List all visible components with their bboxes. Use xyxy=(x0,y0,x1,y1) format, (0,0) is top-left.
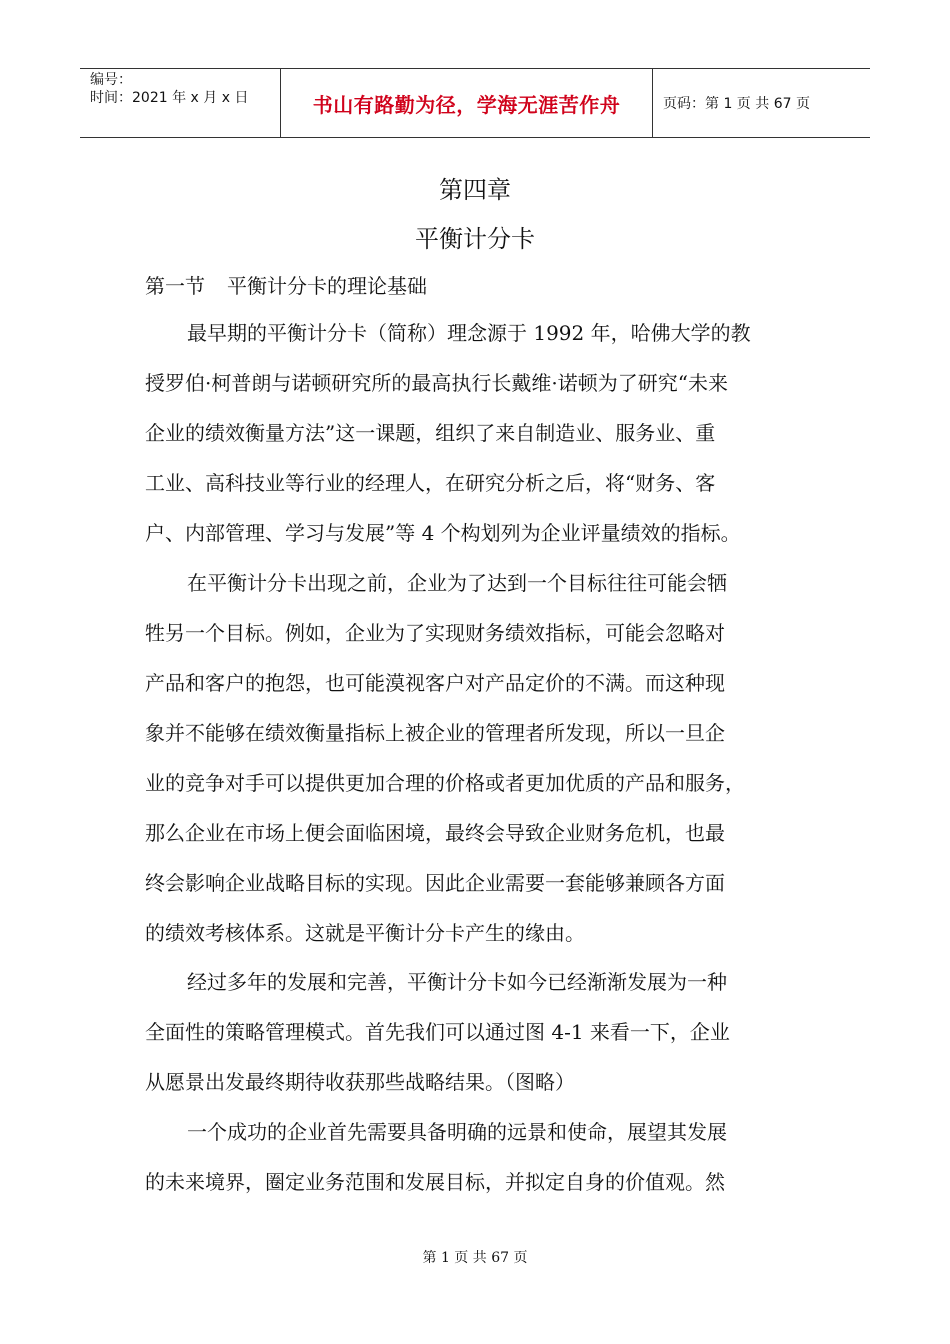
chapter-title: 平衡计分卡 xyxy=(415,225,535,253)
paragraph-line: 那么企业在市场上便会面临困境，最终会导致企业财务危机，也最 xyxy=(145,821,725,845)
paragraph xyxy=(145,558,810,958)
paragraph-line: 工业、高科技业等行业的经理人，在研究分析之后，将“财务、客 xyxy=(145,471,716,495)
paragraph-line: 的绩效考核体系。这就是平衡计分卡产生的缘由。 xyxy=(145,921,585,945)
paragraph-line: 象并不能够在绩效衡量指标上被企业的管理者所发现，所以一旦企 xyxy=(145,721,725,745)
paragraph-line: 授罗伯·柯普朗与诺顿研究所的最高执行长戴维·诺顿为了研究“未来 xyxy=(145,371,728,395)
header-meta-cell xyxy=(80,69,281,137)
paragraph-line: 经过多年的发展和完善，平衡计分卡如今已经渐渐发展为一种 xyxy=(187,970,727,994)
section-heading xyxy=(145,270,427,299)
paragraph-line: 产品和客户的抱怨，也可能漠视客户对产品定价的不满。而这种现 xyxy=(145,671,725,695)
paragraph-line: 业的竞争对手可以提供更加合理的价格或者更加优质的产品和服务， xyxy=(145,771,745,795)
page-footer: 第 1 页 共 67 页 xyxy=(422,1250,528,1266)
paragraph xyxy=(145,1107,810,1207)
time-label: 时间：2021 年 x 月 x 日 xyxy=(90,90,249,106)
paragraph-line: 从愿景出发最终期待收获那些战略结果。（图略） xyxy=(145,1070,575,1094)
section-number: 第一节 xyxy=(145,274,205,298)
paragraph-line: 牲另一个目标。例如，企业为了实现财务绩效指标，可能会忽略对 xyxy=(145,621,725,645)
paragraph xyxy=(145,308,810,558)
paragraph-line: 终会影响企业战略目标的实现。因此企业需要一套能够兼顾各方面 xyxy=(145,871,725,895)
number-label: 编号： xyxy=(90,72,132,88)
paragraph-line: 最早期的平衡计分卡（简称）理念源于 1992 年，哈佛大学的教 xyxy=(187,321,751,345)
paragraph-line: 的未来境界，圈定业务范围和发展目标，并拟定自身的价值观。然 xyxy=(145,1170,725,1194)
chapter-heading: 第四章 xyxy=(439,176,511,204)
section-title: 平衡计分卡的理论基础 xyxy=(227,274,427,298)
header-page-info: 页码：第 1 页 共 67 页 xyxy=(663,96,810,112)
paragraph-line: 企业的绩效衡量方法”这一课题，组织了来自制造业、服务业、重 xyxy=(145,421,716,445)
document-header xyxy=(80,68,870,138)
paragraph-line: 户、内部管理、学习与发展”等 4 个构划列为企业评量绩效的指标。 xyxy=(145,521,741,545)
header-motto-cell xyxy=(281,69,653,137)
paragraph xyxy=(145,957,810,1107)
paragraph-line: 一个成功的企业首先需要具备明确的远景和使命，展望其发展 xyxy=(187,1120,727,1144)
header-page-cell xyxy=(653,69,870,137)
motto-text: 书山有路勤为径，学海无涯苦作舟 xyxy=(312,92,621,117)
paragraph-line: 在平衡计分卡出现之前，企业为了达到一个目标往往可能会牺 xyxy=(187,571,727,595)
paragraph-line: 全面性的策略管理模式。首先我们可以通过图 4-1 来看一下，企业 xyxy=(145,1020,730,1044)
